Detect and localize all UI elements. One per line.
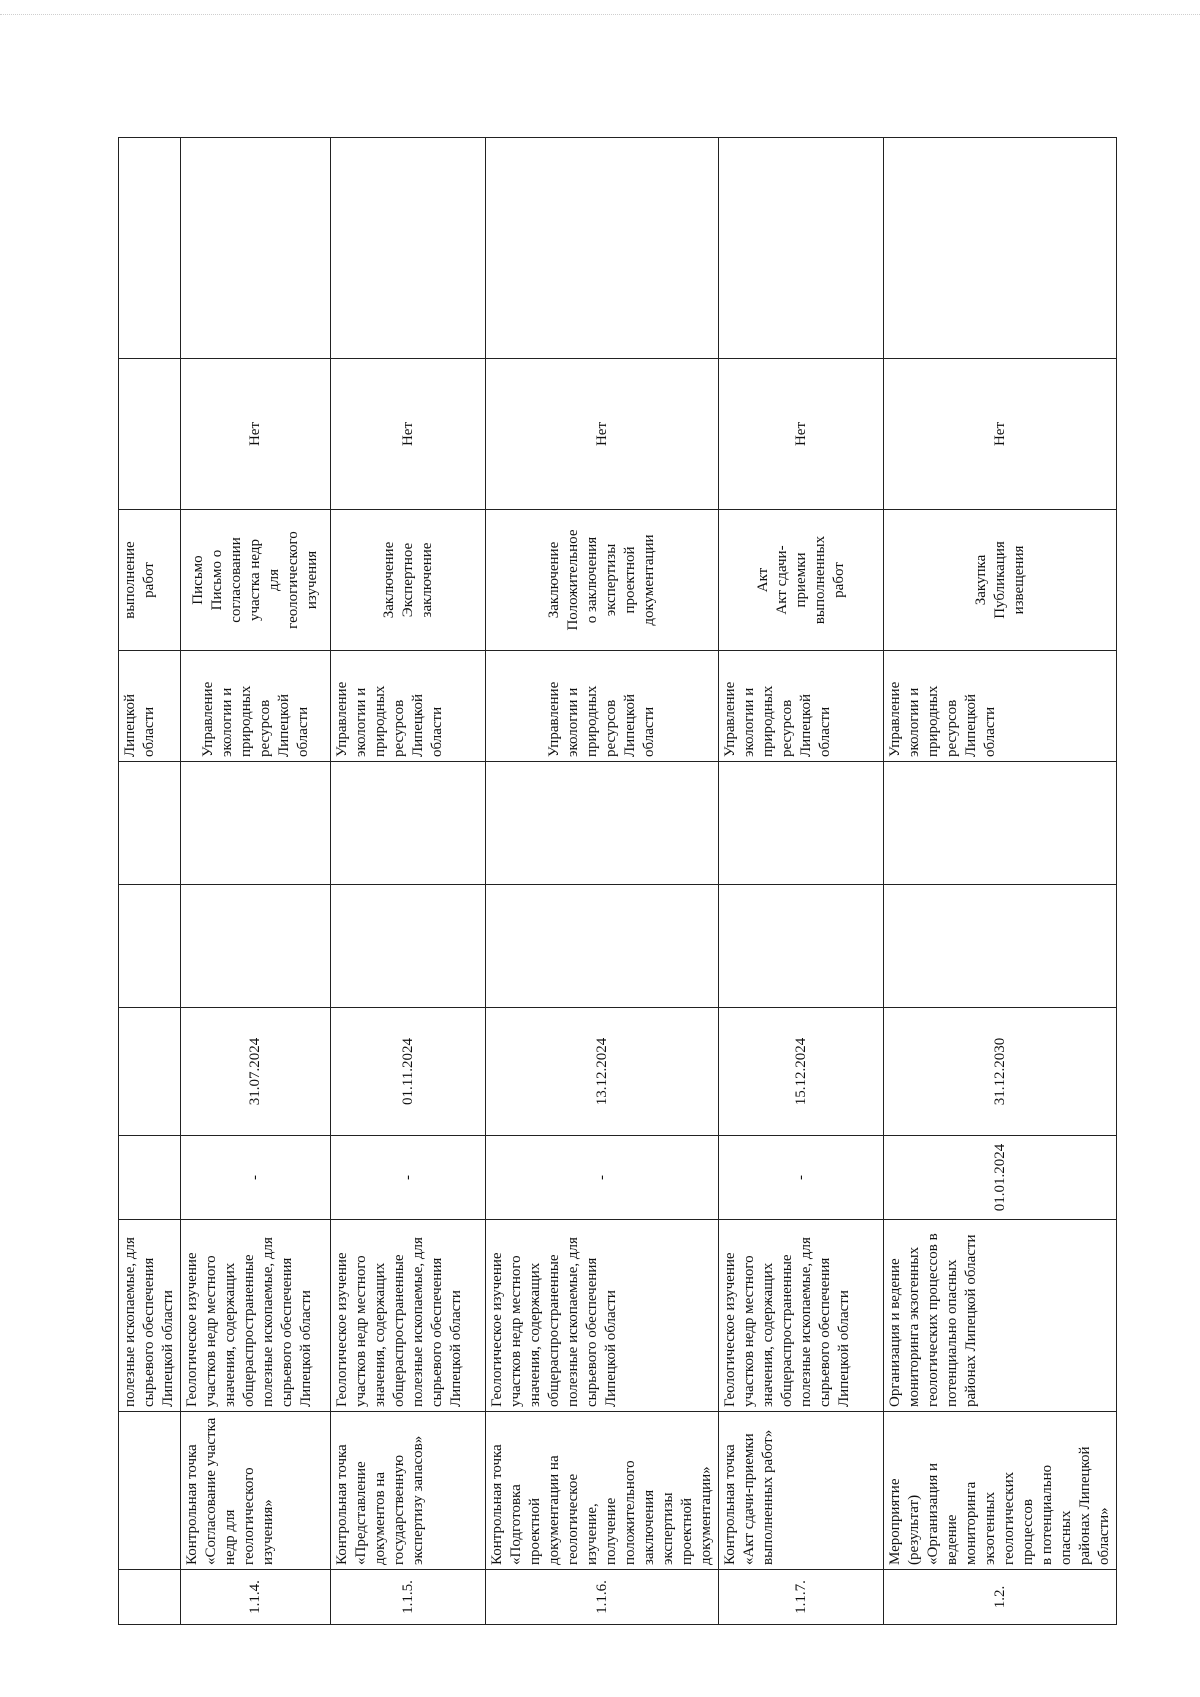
row-last [719,138,884,359]
row-end-date: 15.12.2024 [719,1008,884,1136]
row-document: Акт Акт сдачи- приемки выполненных работ [719,510,884,651]
row-start-date: - [181,1136,331,1220]
row-col6 [486,885,719,1008]
row-last [884,138,1117,359]
row-responsible: Управление экологии и природных ресурсов Липецкой области [486,651,719,762]
row-end-date: 31.12.2030 [884,1008,1117,1136]
row-number: 1.1.7. [719,1570,884,1625]
row-col6 [119,885,181,1008]
row-col7 [486,762,719,885]
row-description: Геологическое изучение участков недр местного значения, содержащих общераспространенные полезные ископаемые, для сырьевого обеспечения Липецкой области [719,1220,884,1412]
row-description: Организация и ведение мониторинга экзогенных геологических процессов в потенциально опасных районах Липецкой области [884,1220,1117,1412]
row-number: 1.1.5. [331,1570,486,1625]
row-end-date: 13.12.2024 [486,1008,719,1136]
row-document: Закупка Публикация извещения [884,510,1117,651]
row-last [181,138,331,359]
rotated-page [118,138,1112,1625]
row-description: полезные ископаемые, для сырьевого обеспечения Липецкой области [119,1220,181,1412]
row-end-date: 31.07.2024 [181,1008,331,1136]
row-last [119,138,181,359]
row-number [119,1570,181,1625]
table-row [119,138,181,1625]
row-name: Контрольная точка «Представление документов на государственную экспертизу запасов» [331,1412,486,1570]
row-col6 [719,885,884,1008]
row-info-system: Нет [181,359,331,510]
row-info-system [119,359,181,510]
row-col7 [331,762,486,885]
table-row [331,138,486,1625]
row-col7 [181,762,331,885]
row-document: Письмо Письмо о согласовании участка недр для геологического изучения [181,510,331,651]
row-responsible: Управление экологии и природных ресурсов Липецкой области [331,651,486,762]
row-col6 [181,885,331,1008]
row-responsible: Липецкой области [119,651,181,762]
row-document: Заключение Положительное о заключения экспертизы проектной документации [486,510,719,651]
row-name [119,1412,181,1570]
table-row [719,138,884,1625]
row-number: 1.1.6. [486,1570,719,1625]
row-last [486,138,719,359]
row-responsible: Управление экологии и природных ресурсов Липецкой области [719,651,884,762]
row-name: Контрольная точка «Согласование участка недр для геологического изучения» [181,1412,331,1570]
row-description: Геологическое изучение участков недр местного значения, содержащих общераспространенные полезные ископаемые, для сырьевого обеспечения Липецкой области [181,1220,331,1412]
row-start-date: - [486,1136,719,1220]
row-document: Заключение Экспертное заключение [331,510,486,651]
table-row [884,138,1117,1625]
row-info-system: Нет [884,359,1117,510]
row-responsible: Управление экологии и природных ресурсов Липецкой области [884,651,1117,762]
row-col7 [119,762,181,885]
row-name: Контрольная точка «Подготовка проектной документации на геологическое изучение, получение положительного заключения экспертизы проектной документации» [486,1412,719,1570]
row-start-date: - [331,1136,486,1220]
table-row [181,138,331,1625]
row-col7 [884,762,1117,885]
row-end-date [119,1008,181,1136]
row-start-date: - [719,1136,884,1220]
row-col6 [331,885,486,1008]
row-number: 1.1.4. [181,1570,331,1625]
row-info-system: Нет [486,359,719,510]
row-col7 [719,762,884,885]
row-description: Геологическое изучение участков недр местного значения, содержащих общераспространенные полезные ископаемые, для сырьевого обеспечения Липецкой области [331,1220,486,1412]
row-end-date: 01.11.2024 [331,1008,486,1136]
table-row [486,138,719,1625]
row-name: Мероприятие (результат) «Организация и ведение мониторинга экзогенных геологических процессов в потенциально опасных районах Липецкой области» [884,1412,1117,1570]
row-col6 [884,885,1117,1008]
row-document: выполнение работ [119,510,181,651]
row-last [331,138,486,359]
top-dotted-line [0,14,1200,15]
row-info-system: Нет [719,359,884,510]
row-description: Геологическое изучение участков недр местного значения, содержащих общераспространенные полезные ископаемые, для сырьевого обеспечения Липецкой области [486,1220,719,1412]
plan-table [118,137,1117,1625]
row-info-system: Нет [331,359,486,510]
row-start-date: 01.01.2024 [884,1136,1117,1220]
row-name: Контрольная точка «Акт сдачи-приемки выполненных работ» [719,1412,884,1570]
row-responsible: Управление экологии и природных ресурсов Липецкой области [181,651,331,762]
row-start-date [119,1136,181,1220]
row-number: 1.2. [884,1570,1117,1625]
